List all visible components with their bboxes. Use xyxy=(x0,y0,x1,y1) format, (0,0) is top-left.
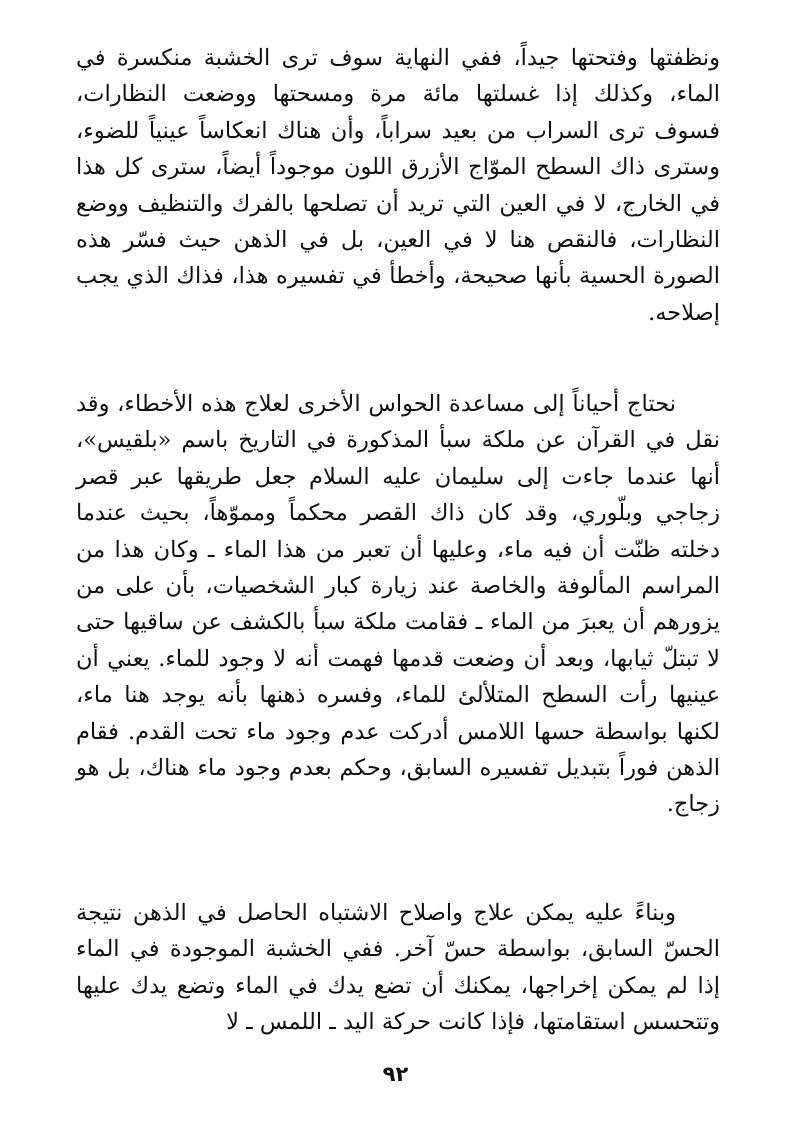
paragraph-3: وبناءً عليه يمكن علاج واصلاح الاشتباه الحاصل في الذهن نتيجة الحسّ السابق، بواسطة حسّ آخر. ففي الخشبة الموجودة في الماء إذا لم يمكن إخراجها، يمكنك أن تضع يدك في الماء وتضع يدك عليها وتتحسس استقامتها، فإذا كانت حركة اليد ـ اللمس ـ لا xyxy=(76,900,720,1036)
paragraph-1: ونظفتها وفتحتها جيداً، ففي النهاية سوف ترى الخشبة منكسرة في الماء، وكذلك إذا غسلتها مائة مرة ومسحتها ووضعت النظارات، فسوف ترى السراب من بعيد سراباً، وأن هناك انعكاساً عينياً للضوء، وسترى ذاك السطح الموّاج الأزرق اللون موجوداً أيضاً، سترى كل هذا في الخارج، لا في العين التي تريد أن تصلحها بالفرك والتنظيف ووضع النظارات، فالنقص هنا لا في العين، بل في الذهن حيث فسّر هذه الصورة الحسية بأنها صحيحة، وأخطأ في تفسيره هذا، فذاك الذي يجب إصلاحه. xyxy=(76,45,720,326)
paragraph-2: نحتاج أحياناً إلى مساعدة الحواس الأخرى لعلاج هذه الأخطاء، وقد نقل في القرآن عن ملكة سبأ المذكورة في التاريخ باسم «بلقيس»، أنها عندما جاءت إلى سليمان عليه السلام جعل طريقها عبر قصر زجاجي وبلّوري، وقد كان ذاك القصر محكماً ومموّهاً، بحيث عندما دخلته ظنّت أن فيه ماء، وعليها أن تعبر من هذا الماء ـ وكان هذا من المراسم المألوفة والخاصة عند زيارة كبار الشخصيات، بأن على من يزورهم أن يعبرَ من الماء ـ فقامت ملكة سبأ بالكشف عن ساقيها حتى لا تبتلّ ثيابها، وبعد أن وضعت قدمها فهمت أنه لا وجود للماء. يعني أن عينيها رأت السطح المتلألئ للماء، وفسره ذهنها بأنه يوجد هنا ماء، لكنها بواسطة حسها اللامس أدركت عدم وجود ماء تحت القدم. فقام الذهن فوراً بتبديل تفسيره السابق، وحكم بعدم وجود ماء هناك، بل هو زجاج. xyxy=(76,391,720,818)
page-number: ٩٢ xyxy=(382,1062,409,1086)
